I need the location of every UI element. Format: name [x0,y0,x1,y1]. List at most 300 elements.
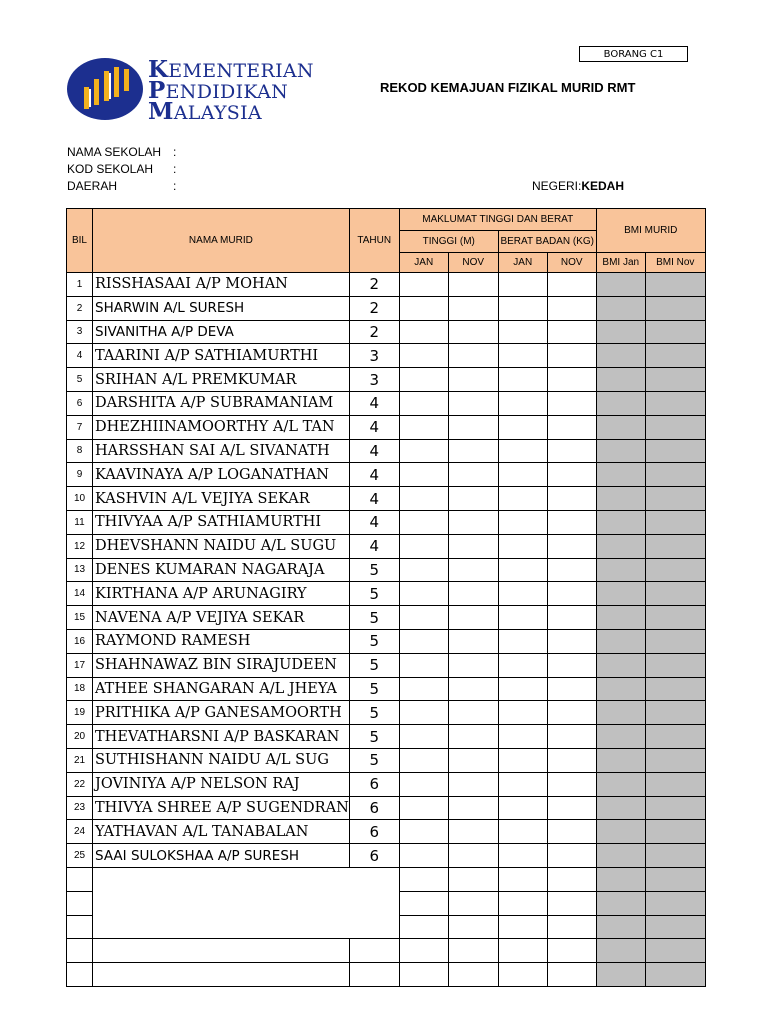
nama-sekolah-label: NAMA SEKOLAH [67,145,162,159]
cell-tinggi-nov[interactable] [448,463,498,487]
row-nama-murid[interactable]: RISSHASAAI A/P MOHAN [93,273,350,297]
student-record-table [66,208,706,987]
daerah-field [67,179,176,193]
cell-tinggi-nov[interactable] [448,368,498,392]
row-bil [67,867,93,891]
cell-tinggi-nov[interactable] [448,629,498,653]
cell-bmi-jan [596,725,645,749]
row-bil: 1 [67,273,93,297]
row-nama-murid[interactable]: PRITHIKA A/P GANESAMOORTH [93,701,350,725]
cell-berat-jan[interactable] [498,558,547,582]
row-tahun[interactable]: 2 [349,296,399,320]
cell-berat-nov[interactable] [547,629,596,653]
cell-tinggi-jan[interactable] [399,867,448,891]
ministry-name [148,56,314,125]
cell-berat-jan[interactable] [498,653,547,677]
cell-tinggi-jan[interactable] [399,677,448,701]
row-nama-murid[interactable]: SHARWIN A/L SURESH [93,296,350,320]
row-bil: 23 [67,796,93,820]
cell-berat-nov[interactable] [547,463,596,487]
cell-bmi-nov [645,558,705,582]
cell-tinggi-jan[interactable] [399,273,448,297]
daerah-label: DAERAH [67,179,118,193]
cell-tinggi-jan[interactable] [399,368,448,392]
table-row [67,487,706,511]
cell-tinggi-nov[interactable] [448,891,498,915]
cell-bmi-jan [596,915,645,939]
cell-bmi-nov [645,582,705,606]
ministry-logo [67,56,314,125]
row-bil: 21 [67,748,93,772]
negeri-label: NEGERI: [532,179,582,193]
header-tinggi-jan: JAN [399,253,448,273]
cell-berat-jan[interactable] [498,963,547,987]
cell-berat-nov[interactable] [547,891,596,915]
cell-tinggi-jan[interactable] [399,963,448,987]
cell-berat-jan[interactable] [498,939,547,963]
row-bil: 12 [67,534,93,558]
row-bil: 2 [67,296,93,320]
table-row [67,344,706,368]
cell-bmi-jan [596,867,645,891]
cell-bmi-jan [596,273,645,297]
row-bil: 16 [67,629,93,653]
kod-sekolah-label: KOD SEKOLAH [67,162,154,176]
row-nama-murid[interactable]: THIVYAA A/P SATHIAMURTHI [93,510,350,534]
cell-bmi-nov [645,487,705,511]
row-nama-murid[interactable] [93,939,350,963]
cell-tinggi-jan[interactable] [399,487,448,511]
cell-berat-jan[interactable] [498,296,547,320]
logo-line3-rest: ALAYSIA [173,102,262,124]
row-nama-murid[interactable]: DARSHITA A/P SUBRAMANIAM [93,391,350,415]
row-nama-murid[interactable]: DHEVSHANN NAIDU A/L SUGU [93,534,350,558]
cell-tinggi-jan[interactable] [399,320,448,344]
cell-bmi-jan [596,296,645,320]
cell-berat-jan[interactable] [498,606,547,630]
cell-berat-jan[interactable] [498,796,547,820]
cell-tinggi-jan[interactable] [399,891,448,915]
table-row [67,510,706,534]
cell-bmi-jan [596,891,645,915]
table-row [67,677,706,701]
cell-berat-nov[interactable] [547,963,596,987]
row-tahun[interactable]: 5 [349,558,399,582]
ministry-emblem-icon [67,57,145,121]
logo-line3-initial: M [148,98,174,125]
row-tahun[interactable]: 3 [349,344,399,368]
table-row [67,463,706,487]
cell-bmi-jan [596,368,645,392]
cell-bmi-jan [596,677,645,701]
cell-bmi-jan [596,582,645,606]
cell-berat-jan[interactable] [498,677,547,701]
cell-tinggi-nov[interactable] [448,273,498,297]
cell-berat-nov[interactable] [547,701,596,725]
row-nama-murid[interactable]: SHAHNAWAZ BIN SIRAJUDEEN [93,653,350,677]
cell-bmi-nov [645,296,705,320]
cell-tinggi-jan[interactable] [399,415,448,439]
table-row-empty [67,963,706,987]
cell-tinggi-jan[interactable] [399,439,448,463]
cell-berat-jan[interactable] [498,534,547,558]
header-bmi-nov: BMI Nov [645,253,705,273]
cell-bmi-jan [596,391,645,415]
cell-bmi-jan [596,534,645,558]
row-nama-murid[interactable]: DENES KUMARAN NAGARAJA [93,558,350,582]
cell-tinggi-nov[interactable] [448,796,498,820]
nama-sekolah-field [67,145,176,159]
cell-bmi-nov [645,320,705,344]
cell-bmi-nov [645,725,705,749]
cell-tinggi-nov[interactable] [448,915,498,939]
cell-berat-jan[interactable] [498,772,547,796]
cell-bmi-jan [596,629,645,653]
colon: : [173,145,177,159]
cell-bmi-jan [596,701,645,725]
row-bil: 18 [67,677,93,701]
cell-tinggi-jan[interactable] [399,463,448,487]
cell-tinggi-nov[interactable] [448,320,498,344]
cell-bmi-jan [596,463,645,487]
row-tahun[interactable]: 5 [349,582,399,606]
cell-berat-jan[interactable] [498,391,547,415]
header-maklumat: MAKLUMAT TINGGI DAN BERAT [399,209,596,231]
cell-bmi-nov [645,510,705,534]
table-row [67,320,706,344]
cell-tinggi-jan[interactable] [399,296,448,320]
cell-bmi-nov [645,701,705,725]
cell-tinggi-nov[interactable] [448,606,498,630]
cell-berat-jan[interactable] [498,368,547,392]
cell-bmi-jan [596,415,645,439]
cell-bmi-jan [596,558,645,582]
cell-berat-nov[interactable] [547,344,596,368]
cell-tinggi-nov[interactable] [448,653,498,677]
table-row [67,701,706,725]
cell-berat-nov[interactable] [547,796,596,820]
cell-tinggi-jan[interactable] [399,748,448,772]
cell-tinggi-nov[interactable] [448,844,498,868]
cell-berat-nov[interactable] [547,582,596,606]
row-nama-murid[interactable]: KIRTHANA A/P ARUNAGIRY [93,582,350,606]
cell-tinggi-nov[interactable] [448,701,498,725]
cell-bmi-jan [596,510,645,534]
row-bil: 10 [67,487,93,511]
cell-berat-nov[interactable] [547,725,596,749]
cell-tinggi-jan[interactable] [399,629,448,653]
row-nama-murid[interactable]: KASHVIN A/L VEJIYA SEKAR [93,487,350,511]
table-row [67,748,706,772]
row-tahun[interactable]: 6 [349,772,399,796]
cell-tinggi-nov[interactable] [448,963,498,987]
cell-berat-nov[interactable] [547,772,596,796]
cell-berat-jan[interactable] [498,891,547,915]
table-row [67,844,706,868]
row-nama-murid[interactable]: ATHEE SHANGARAN A/L JHEYA [93,677,350,701]
cell-tinggi-nov[interactable] [448,510,498,534]
row-nama-murid[interactable]: RAYMOND RAMESH [93,629,350,653]
logo-line1-rest: EMENTERIAN [168,60,314,82]
table-row [67,653,706,677]
cell-bmi-nov [645,915,705,939]
cell-tinggi-nov[interactable] [448,939,498,963]
row-nama-murid[interactable]: KAAVINAYA A/P LOGANATHAN [93,463,350,487]
row-tahun[interactable]: 3 [349,368,399,392]
cell-tinggi-jan[interactable] [399,510,448,534]
row-tahun[interactable]: 6 [349,820,399,844]
cell-bmi-nov [645,820,705,844]
cell-tinggi-jan[interactable] [399,606,448,630]
row-bil: 11 [67,510,93,534]
cell-berat-nov[interactable] [547,939,596,963]
cell-berat-nov[interactable] [547,867,596,891]
cell-bmi-nov [645,653,705,677]
cell-bmi-nov [645,273,705,297]
cell-berat-nov[interactable] [547,915,596,939]
row-nama-murid[interactable]: YATHAVAN A/L TANABALAN [93,820,350,844]
header-nama-murid: NAMA MURID [93,209,350,273]
row-tahun[interactable]: 4 [349,487,399,511]
cell-tinggi-nov[interactable] [448,725,498,749]
cell-berat-jan[interactable] [498,439,547,463]
cell-berat-jan[interactable] [498,415,547,439]
table-body [67,273,706,987]
row-tahun[interactable]: 2 [349,320,399,344]
cell-bmi-nov [645,368,705,392]
row-nama-murid[interactable]: NAVENA A/P VEJIYA SEKAR [93,606,350,630]
row-bil [67,915,93,939]
cell-tinggi-jan[interactable] [399,391,448,415]
row-tahun[interactable]: 5 [349,629,399,653]
row-bil: 25 [67,844,93,868]
row-bil [67,891,93,915]
cell-berat-jan[interactable] [498,629,547,653]
header-bil: BIL [67,209,93,273]
row-nama-murid[interactable]: SIVANITHA A/P DEVA [93,320,350,344]
cell-tinggi-nov[interactable] [448,558,498,582]
row-tahun[interactable]: 5 [349,606,399,630]
row-tahun[interactable]: 2 [349,273,399,297]
row-tahun[interactable]: 5 [349,701,399,725]
table-row [67,606,706,630]
cell-berat-jan[interactable] [498,844,547,868]
row-bil: 24 [67,820,93,844]
cell-tinggi-nov[interactable] [448,296,498,320]
row-tahun[interactable]: 4 [349,463,399,487]
table-row [67,772,706,796]
cell-berat-nov[interactable] [547,677,596,701]
row-nama-murid[interactable]: SRIHAN A/L PREMKUMAR [93,368,350,392]
cell-tinggi-nov[interactable] [448,820,498,844]
cell-berat-nov[interactable] [547,534,596,558]
cell-bmi-jan [596,772,645,796]
row-bil: 13 [67,558,93,582]
cell-tinggi-jan[interactable] [399,939,448,963]
cell-tinggi-nov[interactable] [448,748,498,772]
cell-tinggi-nov[interactable] [448,534,498,558]
cell-berat-jan[interactable] [498,867,547,891]
row-bil: 7 [67,415,93,439]
cell-berat-jan[interactable] [498,701,547,725]
cell-tinggi-jan[interactable] [399,701,448,725]
cell-bmi-jan [596,748,645,772]
row-tahun[interactable]: 4 [349,510,399,534]
row-tahun[interactable]: 5 [349,677,399,701]
cell-bmi-jan [596,963,645,987]
row-nama-murid[interactable]: SUTHISHANN NAIDU A/L SUG [93,748,350,772]
row-bil [67,939,93,963]
row-bil: 19 [67,701,93,725]
cell-tinggi-jan[interactable] [399,582,448,606]
table-row [67,534,706,558]
cell-berat-jan[interactable] [498,463,547,487]
cell-berat-nov[interactable] [547,296,596,320]
cell-bmi-nov [645,844,705,868]
cell-bmi-nov [645,939,705,963]
cell-berat-jan[interactable] [498,344,547,368]
row-bil: 8 [67,439,93,463]
cell-berat-jan[interactable] [498,510,547,534]
row-tahun[interactable]: 4 [349,439,399,463]
row-nama-murid[interactable]: TAARINI A/P SATHIAMURTHI [93,344,350,368]
table-row [67,558,706,582]
row-tahun[interactable]: 4 [349,391,399,415]
cell-bmi-nov [645,867,705,891]
row-tahun[interactable]: 5 [349,653,399,677]
row-bil: 17 [67,653,93,677]
row-nama-murid[interactable] [93,963,350,987]
cell-tinggi-jan[interactable] [399,844,448,868]
row-tahun[interactable]: 4 [349,534,399,558]
cell-bmi-nov [645,463,705,487]
cell-bmi-nov [645,391,705,415]
row-nama-murid[interactable]: SAAI SULOKSHAA A/P SURESH [93,844,350,868]
cell-tinggi-jan[interactable] [399,915,448,939]
cell-tinggi-jan[interactable] [399,725,448,749]
row-tahun[interactable]: 6 [349,844,399,868]
cell-berat-nov[interactable] [547,273,596,297]
cell-tinggi-nov[interactable] [448,487,498,511]
cell-berat-nov[interactable] [547,415,596,439]
cell-bmi-nov [645,748,705,772]
cell-berat-jan[interactable] [498,725,547,749]
cell-berat-nov[interactable] [547,844,596,868]
row-tahun[interactable] [349,939,399,963]
table-row [67,415,706,439]
colon: : [173,162,177,176]
cell-bmi-nov [645,772,705,796]
row-tahun[interactable]: 6 [349,796,399,820]
table-row-empty [67,867,706,891]
cell-berat-nov[interactable] [547,510,596,534]
cell-berat-nov[interactable] [547,653,596,677]
cell-bmi-nov [645,963,705,987]
row-tahun[interactable]: 5 [349,725,399,749]
cell-berat-jan[interactable] [498,820,547,844]
row-bil [67,963,93,987]
cell-berat-jan[interactable] [498,915,547,939]
empty-name-block[interactable] [93,867,400,938]
row-bil: 6 [67,391,93,415]
row-tahun[interactable]: 5 [349,748,399,772]
table-row [67,273,706,297]
cell-berat-nov[interactable] [547,439,596,463]
cell-tinggi-jan[interactable] [399,796,448,820]
cell-berat-nov[interactable] [547,320,596,344]
cell-berat-nov[interactable] [547,368,596,392]
cell-berat-nov[interactable] [547,606,596,630]
row-bil: 3 [67,320,93,344]
row-nama-murid[interactable]: THIVYA SHREE A/P SUGENDRAN [93,796,350,820]
logo-line2-rest: ENDIDIKAN [165,81,289,103]
header-berat-nov: NOV [547,253,596,273]
cell-berat-jan[interactable] [498,487,547,511]
cell-berat-nov[interactable] [547,748,596,772]
header-bmi-jan: BMI Jan [596,253,645,273]
cell-berat-jan[interactable] [498,748,547,772]
header-bmi-murid: BMI MURID [596,209,705,253]
cell-berat-jan[interactable] [498,582,547,606]
row-tahun[interactable]: 4 [349,415,399,439]
row-bil: 22 [67,772,93,796]
row-bil: 20 [67,725,93,749]
table-row [67,820,706,844]
cell-tinggi-nov[interactable] [448,677,498,701]
cell-tinggi-jan[interactable] [399,820,448,844]
cell-berat-jan[interactable] [498,273,547,297]
table-row-empty [67,939,706,963]
cell-tinggi-nov[interactable] [448,772,498,796]
cell-berat-nov[interactable] [547,558,596,582]
row-tahun[interactable] [349,963,399,987]
cell-bmi-nov [645,606,705,630]
cell-tinggi-jan[interactable] [399,772,448,796]
cell-tinggi-nov[interactable] [448,439,498,463]
cell-tinggi-nov[interactable] [448,391,498,415]
cell-bmi-jan [596,820,645,844]
cell-berat-nov[interactable] [547,487,596,511]
table-row [67,368,706,392]
cell-tinggi-jan[interactable] [399,558,448,582]
row-nama-murid[interactable]: THEVATHARSNI A/P BASKARAN [93,725,350,749]
cell-bmi-nov [645,891,705,915]
negeri-value: KEDAH [581,179,625,193]
table-row [67,582,706,606]
header-berat: BERAT BADAN (KG) [498,231,596,253]
header-tinggi-nov: NOV [448,253,498,273]
row-bil: 14 [67,582,93,606]
cell-bmi-nov [645,796,705,820]
header-tinggi: TINGGI (M) [399,231,498,253]
cell-tinggi-jan[interactable] [399,344,448,368]
cell-berat-nov[interactable] [547,391,596,415]
cell-tinggi-jan[interactable] [399,653,448,677]
cell-tinggi-nov[interactable] [448,582,498,606]
cell-tinggi-jan[interactable] [399,534,448,558]
cell-bmi-jan [596,796,645,820]
cell-tinggi-nov[interactable] [448,344,498,368]
cell-berat-jan[interactable] [498,320,547,344]
row-nama-murid[interactable]: JOVINIYA A/P NELSON RAJ [93,772,350,796]
cell-bmi-nov [645,344,705,368]
cell-tinggi-nov[interactable] [448,415,498,439]
row-nama-murid[interactable]: DHEZHIINAMOORTHY A/L TAN [93,415,350,439]
cell-berat-nov[interactable] [547,820,596,844]
cell-bmi-nov [645,677,705,701]
row-nama-murid[interactable]: HARSSHAN SAI A/L SIVANATH [93,439,350,463]
cell-tinggi-nov[interactable] [448,867,498,891]
